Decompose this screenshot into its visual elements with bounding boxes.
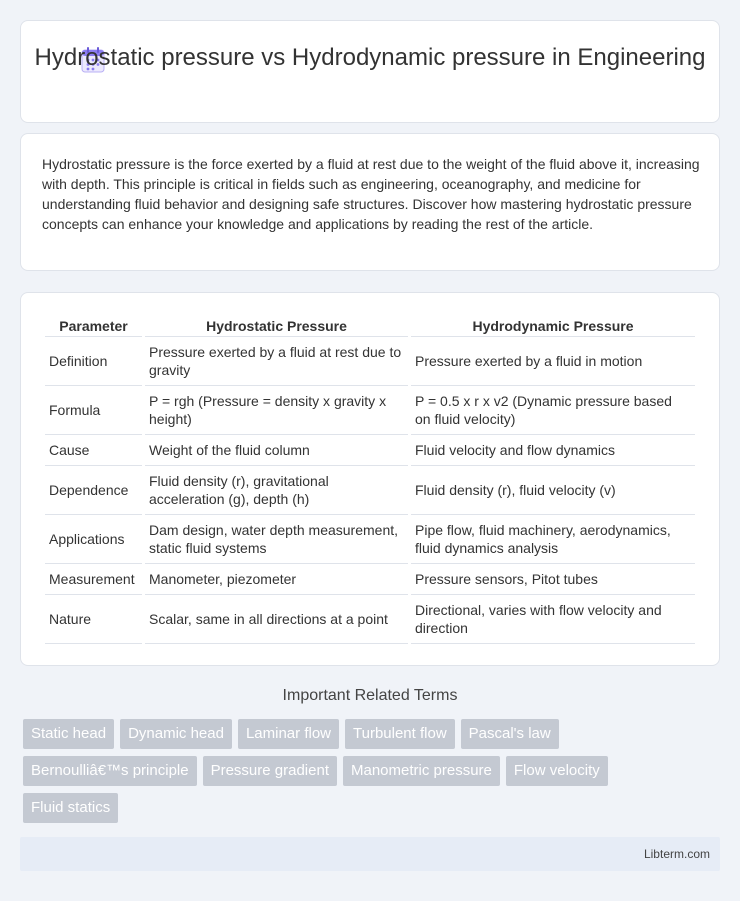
page-title: Hydrostatic pressure vs Hydrodynamic pressure in Engineering — [34, 44, 706, 71]
header-parameter: Parameter — [45, 315, 142, 337]
table-cell: Applications — [45, 515, 142, 564]
table-row — [45, 337, 695, 386]
table-cell: P = 0.5 x r x v2 (Dynamic pressure based on fluid velocity) — [411, 386, 695, 435]
table-cell: Weight of the fluid column — [145, 435, 408, 466]
table-cell: Pressure sensors, Pitot tubes — [411, 564, 695, 595]
table-cell: Formula — [45, 386, 142, 435]
comparison-card — [20, 292, 720, 666]
table-row — [45, 564, 695, 595]
tag-laminar-flow[interactable]: Laminar flow — [238, 719, 339, 749]
footer — [20, 837, 720, 871]
tag-fluid-statics[interactable]: Fluid statics — [23, 793, 118, 823]
tag-turbulent-flow[interactable]: Turbulent flow — [345, 719, 455, 749]
tag-manometric-pressure[interactable]: Manometric pressure — [343, 756, 500, 786]
table-row — [45, 515, 695, 564]
tag-dynamic-head[interactable]: Dynamic head — [120, 719, 232, 749]
related-terms-list — [23, 719, 623, 830]
footer-site-link[interactable]: Libterm.com — [643, 847, 710, 861]
table-row — [45, 435, 695, 466]
table-row — [45, 595, 695, 644]
tag-static-head[interactable]: Static head — [23, 719, 114, 749]
table-cell: Directional, varies with flow velocity and direction — [411, 595, 695, 644]
table-cell: Cause — [45, 435, 142, 466]
table-cell: Nature — [45, 595, 142, 644]
related-terms-title: Important Related Terms — [282, 687, 458, 704]
title-card — [20, 20, 720, 123]
table-row — [45, 466, 695, 515]
tag-bernoullis-principle[interactable]: Bernoulliâ€™s principle — [23, 756, 197, 786]
header-hydrodynamic: Hydrodynamic Pressure — [411, 315, 695, 337]
table-cell: Pressure exerted by a fluid at rest due to gravity — [145, 337, 408, 386]
comparison-table — [42, 315, 698, 644]
table-cell: Fluid density (r), gravitational acceleration (g), depth (h) — [145, 466, 408, 515]
header-hydrostatic: Hydrostatic Pressure — [145, 315, 408, 337]
tag-flow-velocity[interactable]: Flow velocity — [506, 756, 608, 786]
table-cell: P = rgh (Pressure = density x gravity x height) — [145, 386, 408, 435]
table-cell: Pipe flow, fluid machinery, aerodynamics, fluid dynamics analysis — [411, 515, 695, 564]
tag-pressure-gradient[interactable]: Pressure gradient — [203, 756, 337, 786]
table-row — [45, 386, 695, 435]
table-cell: Dam design, water depth measurement, static fluid systems — [145, 515, 408, 564]
intro-paragraph: Hydrostatic pressure is the force exerted by a fluid at rest due to the weight of the fluid above it, increasing with depth. This principle is critical in fields such as engineering, oceanography, and medicine for understanding fluid behavior and designing safe structures. Discover how mastering hydrostatic pressure concepts can enhance your knowledge and applications by reading the rest of the article. — [42, 156, 700, 232]
table-cell: Definition — [45, 337, 142, 386]
table-cell: Measurement — [45, 564, 142, 595]
intro-card — [20, 133, 720, 271]
table-cell: Pressure exerted by a fluid in motion — [411, 337, 695, 386]
table-cell: Manometer, piezometer — [145, 564, 408, 595]
table-cell: Fluid density (r), fluid velocity (v) — [411, 466, 695, 515]
table-cell: Dependence — [45, 466, 142, 515]
table-header-row — [45, 315, 695, 337]
table-cell: Scalar, same in all directions at a point — [145, 595, 408, 644]
table-cell: Fluid velocity and flow dynamics — [411, 435, 695, 466]
tag-pascals-law[interactable]: Pascal's law — [461, 719, 559, 749]
